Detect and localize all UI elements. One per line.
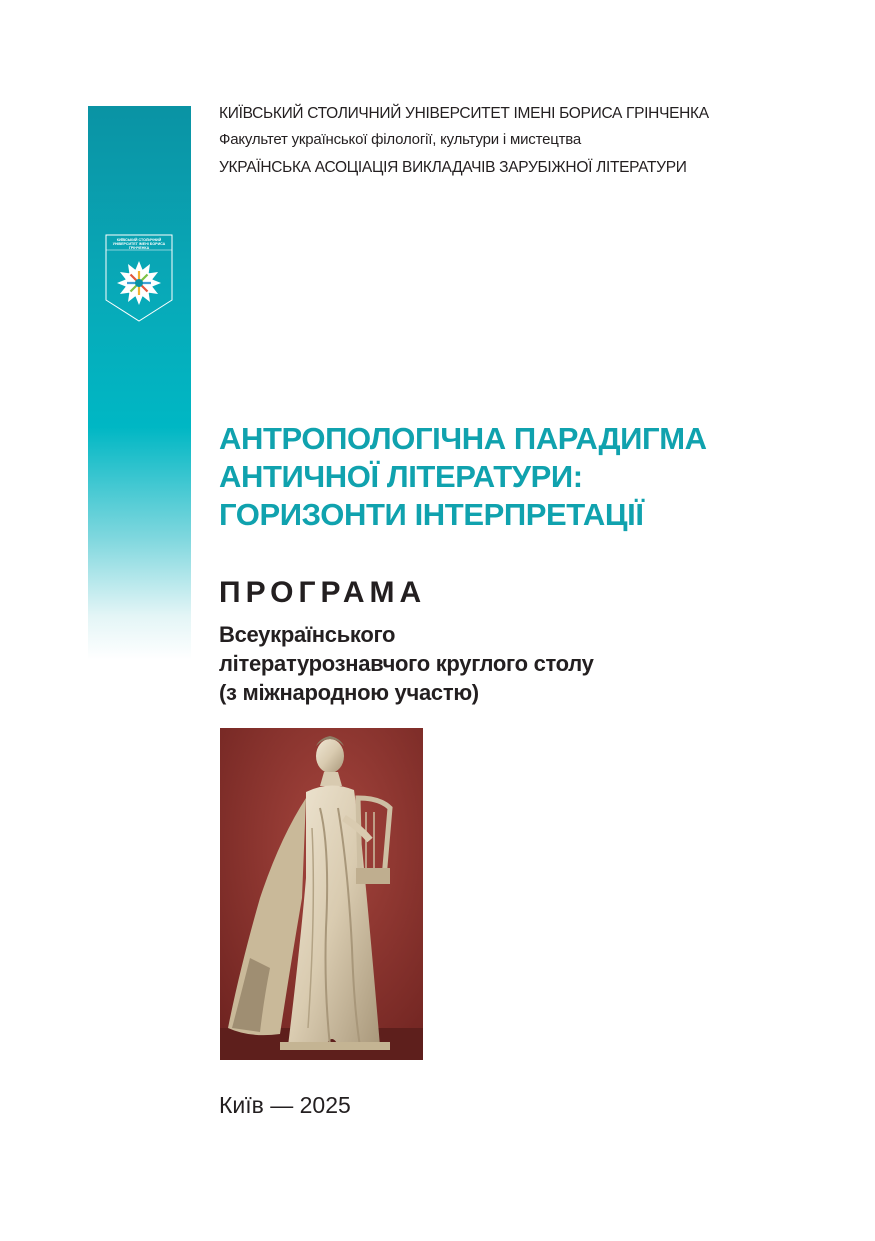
program-heading: ПРОГРАМА	[219, 576, 427, 609]
title-line-3: ГОРИЗОНТИ ІНТЕРПРЕТАЦІЇ	[219, 497, 644, 532]
document-header	[219, 104, 839, 178]
subtitle-line-1: Всеукраїнського	[219, 622, 396, 647]
document-title	[219, 420, 839, 534]
program-subtitle	[219, 620, 839, 707]
university-crest-icon	[105, 234, 173, 322]
subtitle-line-3: (з міжнародною участю)	[219, 680, 479, 705]
crest-caption: КИЇВСЬКИЙ СТОЛИЧНИЙ УНІВЕРСИТЕТ ІМЕНІ БОРИСА ГРІНЧЕНКА	[112, 238, 166, 250]
statue-photo	[220, 728, 423, 1060]
title-line-2: АНТИЧНОЇ ЛІТЕРАТУРИ:	[219, 459, 583, 494]
side-gradient-band	[88, 106, 191, 660]
association-name: УКРАЇНСЬКА АСОЦІАЦІЯ ВИКЛАДАЧІВ ЗАРУБІЖНОЇ ЛІТЕРАТУРИ	[219, 159, 687, 176]
place-and-year: Київ — 2025	[219, 1092, 351, 1118]
subtitle-line-2: літературознавчого круглого столу	[219, 651, 594, 676]
title-line-1: АНТРОПОЛОГІЧНА ПАРАДИГМА	[219, 421, 707, 456]
university-name: КИЇВСЬКИЙ СТОЛИЧНИЙ УНІВЕРСИТЕТ ІМЕНІ БОРИСА ГРІНЧЕНКА	[219, 105, 709, 122]
faculty-name: Факультет української філології, культури і мистецтва	[219, 131, 582, 148]
